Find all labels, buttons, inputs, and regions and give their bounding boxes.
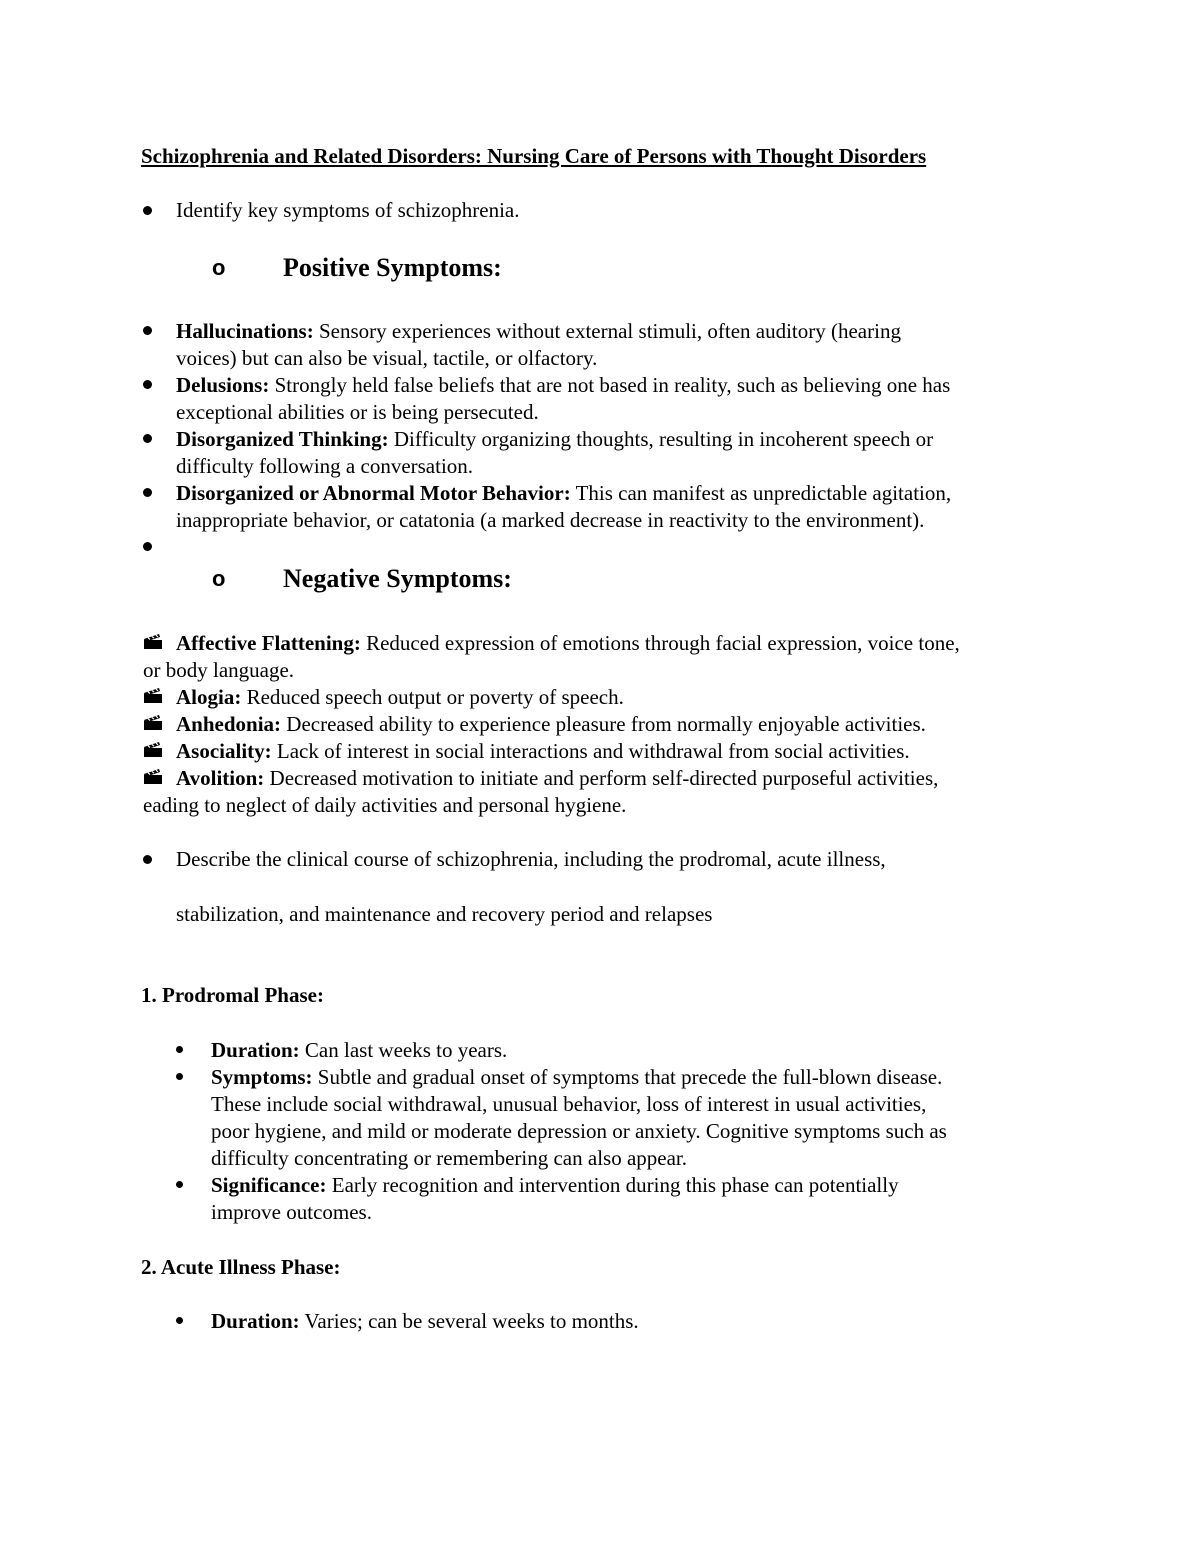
clapperboard-icon [143, 715, 163, 731]
clapperboard-icon [143, 688, 163, 704]
acute-illness-phase-heading: 2. Acute Illness Phase: [141, 1255, 341, 1279]
desc-cont: These include social withdrawal, unusual behavior, loss of interest in usual activities, [211, 1092, 927, 1116]
term: Anhedonia: [176, 712, 282, 736]
term: Duration: [211, 1309, 300, 1333]
desc: Subtle and gradual onset of symptoms that precede the full-blown disease. [312, 1065, 943, 1089]
objective-2-line-2: stabilization, and maintenance and recovery period and relapses [176, 902, 713, 926]
desc: Reduced speech output or poverty of speech. [241, 685, 624, 709]
prodromal-duration [211, 1037, 1091, 1064]
desc-cont: inappropriate behavior, or catatonia (a marked decrease in reactivity to the environment). [176, 508, 925, 532]
term: Asociality: [176, 739, 272, 763]
negative-item-avolition [143, 765, 1093, 819]
term: Duration: [211, 1038, 300, 1062]
desc: Sensory experiences without external stimuli, often auditory (hearing [313, 319, 901, 343]
bullet-icon [176, 1046, 183, 1053]
prodromal-symptoms [211, 1064, 1091, 1172]
positive-symptoms-heading: Positive Symptoms: [283, 253, 502, 282]
circle-bullet-icon: o [212, 255, 226, 280]
positive-item-disorganized-thinking [176, 426, 1076, 480]
bullet-icon [143, 488, 152, 497]
desc: Strongly held false beliefs that are not based in reality, such as believing one has [269, 373, 951, 397]
term: Significance: [211, 1173, 327, 1197]
desc: Reduced expression of emotions through facial expression, voice tone, [360, 631, 960, 655]
bullet-icon [143, 380, 152, 389]
positive-item-motor-behavior [176, 480, 1076, 534]
desc: Lack of interest in social interactions and withdrawal from social activities. [271, 739, 910, 763]
acute-duration [211, 1308, 1091, 1335]
objective-1: Identify key symptoms of schizophrenia. [176, 198, 520, 222]
desc-cont: difficulty concentrating or remembering can also appear. [211, 1146, 688, 1170]
positive-item-hallucinations [176, 318, 1076, 372]
term: Hallucinations: [176, 319, 314, 343]
term: Disorganized or Abnormal Motor Behavior: [176, 481, 571, 505]
bullet-icon [143, 206, 152, 215]
desc-cont: exceptional abilities or is being persecuted. [176, 400, 539, 424]
term: Disorganized Thinking: [176, 427, 389, 451]
term: Delusions: [176, 373, 270, 397]
term: Alogia: [176, 685, 242, 709]
document-title: Schizophrenia and Related Disorders: Nursing Care of Persons with Thought Disorders [141, 144, 927, 168]
term: Affective Flattening: [176, 631, 361, 655]
desc: Decreased motivation to initiate and perform self-directed purposeful activities, [264, 766, 939, 790]
desc-cont: voices) but can also be visual, tactile, or olfactory. [176, 346, 598, 370]
term: Symptoms: [211, 1065, 313, 1089]
desc: Decreased ability to experience pleasure from normally enjoyable activities. [281, 712, 926, 736]
desc: Varies; can be several weeks to months. [299, 1309, 639, 1333]
prodromal-phase-heading: 1. Prodromal Phase: [141, 983, 324, 1007]
bullet-icon [143, 326, 152, 335]
desc-cont: or body language. [143, 658, 295, 682]
bullet-icon [143, 434, 152, 443]
negative-item-affective-flattening [143, 630, 1093, 684]
desc-cont: eading to neglect of daily activities and personal hygiene. [143, 793, 627, 817]
desc: Can last weeks to years. [299, 1038, 508, 1062]
desc: Early recognition and intervention during this phase can potentially [326, 1173, 899, 1197]
desc: This can manifest as unpredictable agitation, [570, 481, 952, 505]
bullet-icon [143, 855, 152, 864]
bullet-icon [176, 1317, 183, 1324]
bullet-icon [176, 1073, 183, 1080]
desc-cont: difficulty following a conversation. [176, 454, 474, 478]
circle-bullet-icon: o [212, 566, 226, 591]
bullet-icon [176, 1181, 183, 1188]
negative-item-alogia [176, 684, 624, 711]
negative-item-asociality [176, 738, 910, 765]
negative-symptoms-heading: Negative Symptoms: [283, 564, 512, 593]
negative-item-anhedonia [176, 711, 926, 738]
desc-cont: improve outcomes. [211, 1200, 372, 1224]
clapperboard-icon [143, 742, 163, 758]
desc: Difficulty organizing thoughts, resulting in incoherent speech or [388, 427, 934, 451]
term: Avolition: [176, 766, 265, 790]
objective-2-line-1: Describe the clinical course of schizophrenia, including the prodromal, acute illness, [176, 847, 886, 871]
empty-bullet-icon [143, 542, 152, 551]
positive-item-delusions [176, 372, 1076, 426]
prodromal-significance [211, 1172, 1091, 1226]
desc-cont: poor hygiene, and mild or moderate depression or anxiety. Cognitive symptoms such as [211, 1119, 947, 1143]
